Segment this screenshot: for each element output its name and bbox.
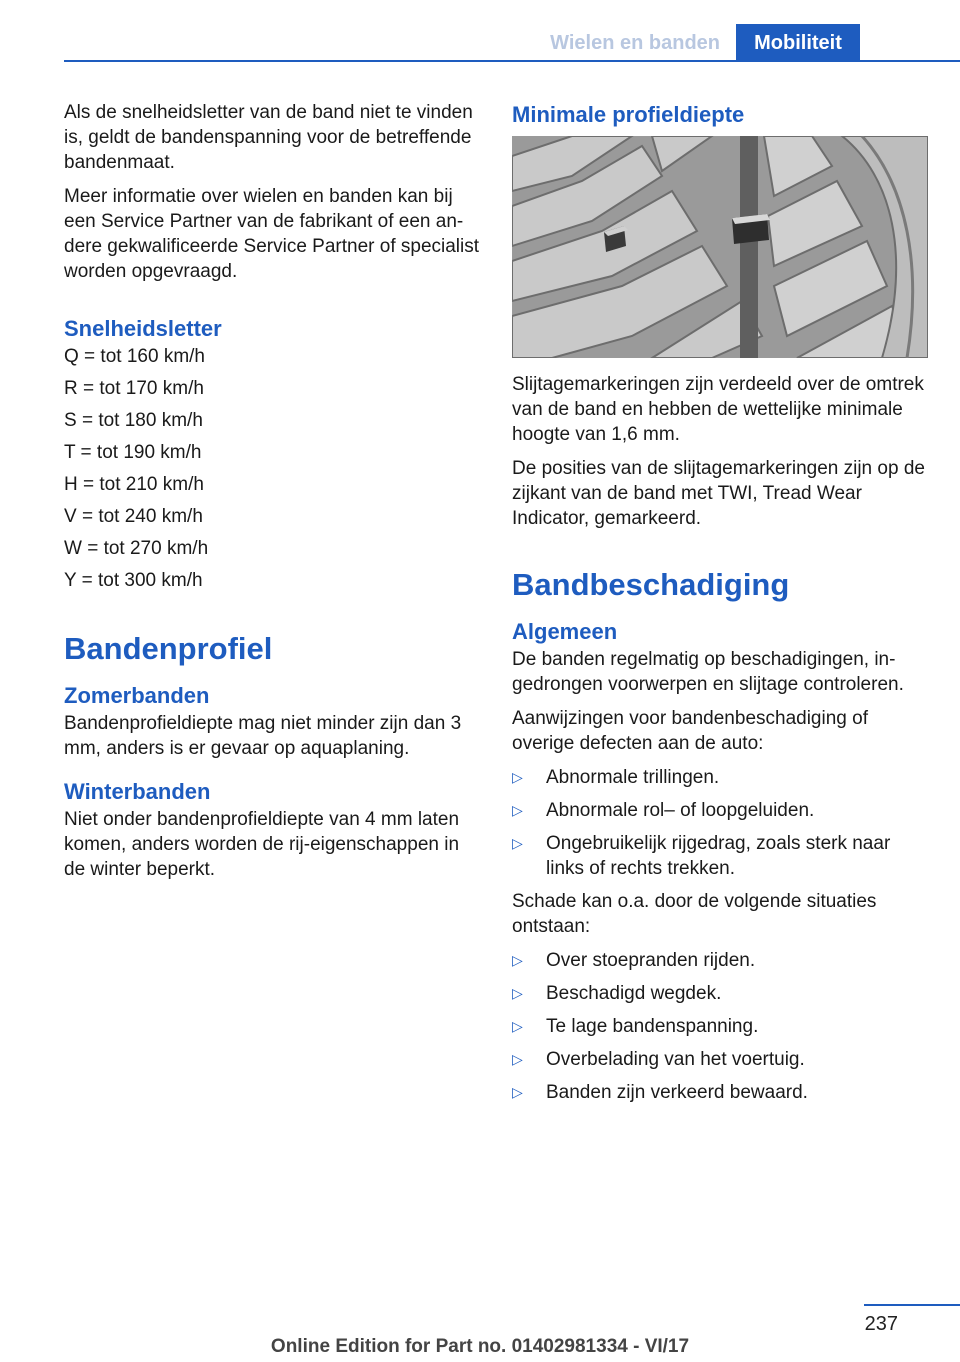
cause-intro: Schade kan o.a. door de volgende situaties ontstaan: [512, 891, 877, 937]
footer-rule [864, 1304, 960, 1306]
tread-wear-indicator-image [512, 136, 928, 358]
speed-item: T = tot 190 km/h [64, 442, 202, 463]
edition-footer: Online Edition for Part no. 01402981334 - VI/17 [270, 1336, 690, 1357]
triangle-right-icon: ▷ [512, 1051, 523, 1067]
section-tab: Wielen en banden [550, 32, 720, 54]
general-paragraph-2: Aanwijzingen voor bandenbeschadiging of overige defecten aan de auto: [512, 708, 868, 754]
triangle-right-icon: ▷ [512, 835, 523, 851]
profile-heading: Bandenprofiel [64, 631, 273, 666]
triangle-right-icon: ▷ [512, 952, 523, 968]
list-item: ▷ Overbelading van het voertuig. [512, 1049, 805, 1070]
speed-item: W = tot 270 km/h [64, 538, 209, 559]
speed-heading: Snelheidsletter [64, 316, 222, 341]
speed-item: R = tot 170 km/h [64, 378, 204, 399]
general-heading: Algemeen [512, 619, 618, 644]
list-item: ▷ Ongebruikelijk rijgedrag, zoals sterk naar links of rechts trekken. [512, 833, 891, 879]
header-rule [64, 60, 960, 62]
general-paragraph-1: De banden regelmatig op beschadigingen, ingedrongen voorwerpen en slijtage controleren. [512, 649, 904, 695]
list-item: ▷ Te lage bandenspanning. [512, 1016, 759, 1037]
triangle-right-icon: ▷ [512, 1018, 523, 1034]
list-item: ▷ Abnormale trillingen. [512, 767, 720, 788]
chapter-tab: Mobiliteit [736, 24, 860, 62]
page-number: 237 [864, 1313, 898, 1335]
tire-tread-illustration [512, 136, 928, 358]
triangle-right-icon: ▷ [512, 769, 523, 785]
list-item: ▷ Abnormale rol– of loopgeluiden. [512, 800, 815, 821]
min-depth-paragraph-1: Slijtagemarkeringen zijn verdeeld over de omtrek van de band en hebben de wettelijke minimale hoogte van 1,6 mm. [512, 374, 924, 445]
winter-text: Niet onder bandenprofieldiepte van 4 mm laten komen, anders worden de rij-eigenschappen in de winter beperkt. [64, 809, 460, 880]
list-item: ▷ Beschadigd wegdek. [512, 983, 722, 1004]
winter-heading: Winterbanden [64, 779, 211, 804]
list-item: ▷ Over stoepranden rijden. [512, 950, 756, 971]
speed-list [64, 344, 480, 593]
triangle-right-icon: ▷ [512, 1084, 523, 1100]
left-column [64, 100, 480, 891]
list-item: ▷ Banden zijn verkeerd bewaard. [512, 1082, 808, 1103]
intro-paragraph-1: Als de snelheidsletter van de band niet te vinden is, geldt de bandenspanning voor de betreffende bandenmaat. [64, 102, 473, 173]
min-depth-heading: Minimale profieldiepte [512, 102, 745, 127]
speed-item: S = tot 180 km/h [64, 410, 203, 431]
damage-signs-list [512, 765, 928, 881]
intro-paragraph-2: Meer informatie over wielen en banden kan bij een Service Partner van de fabrikant of een andere gekwalificeerde Service Partner of specialist worden opgevraagd. [64, 186, 480, 282]
summer-text: Bandenprofieldiepte mag niet minder zijn dan 3 mm, anders is er gevaar op aquaplaning. [64, 713, 462, 759]
speed-item: H = tot 210 km/h [64, 474, 204, 495]
min-depth-paragraph-2: De posities van de slijtagemarkeringen zijn op de zijkant van de band met TWI, Tread Wear Indicator, gemarkeerd. [512, 458, 925, 529]
summer-heading: Zomerbanden [64, 683, 210, 708]
triangle-right-icon: ▷ [512, 985, 523, 1001]
speed-item: Q = tot 160 km/h [64, 346, 205, 367]
right-column [512, 100, 928, 1113]
page-header [0, 24, 960, 62]
triangle-right-icon: ▷ [512, 802, 523, 818]
speed-item: Y = tot 300 km/h [64, 570, 203, 591]
damage-heading: Bandbeschadiging [512, 567, 790, 602]
damage-causes-list [512, 948, 928, 1105]
speed-item: V = tot 240 km/h [64, 506, 203, 527]
